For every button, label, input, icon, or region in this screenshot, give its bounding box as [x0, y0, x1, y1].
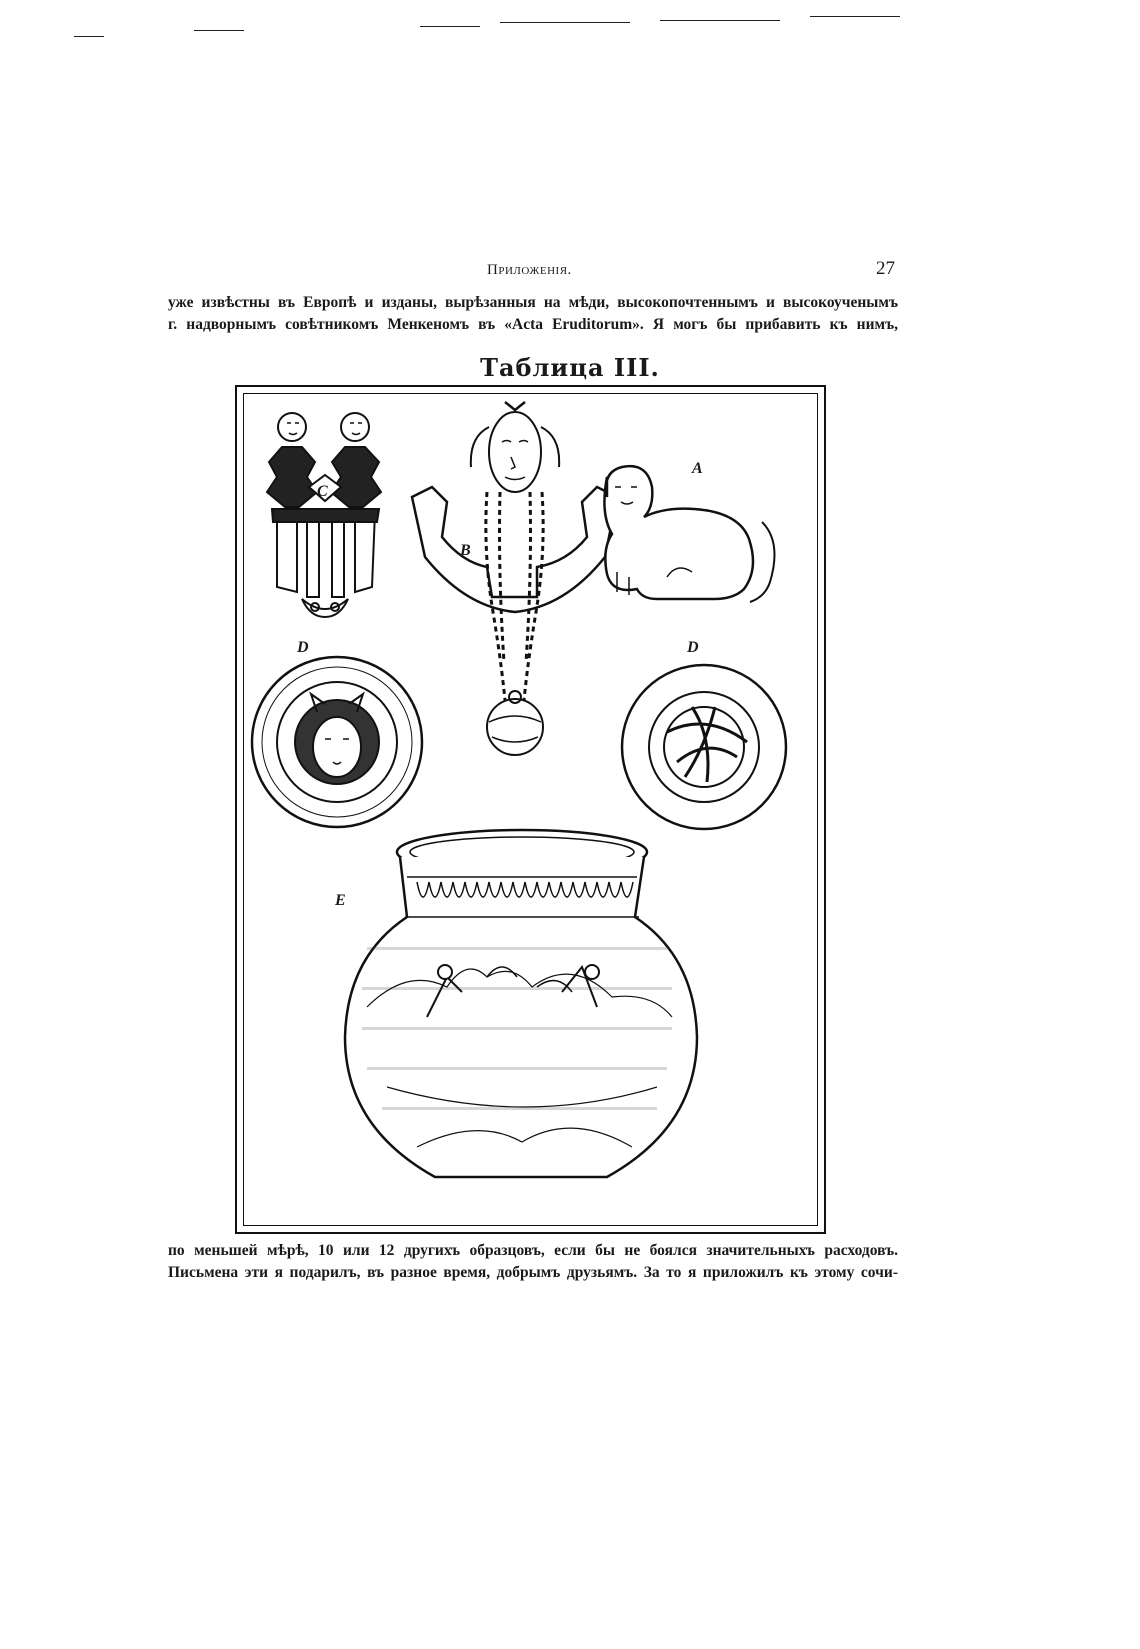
figure-label-d-right: D	[687, 639, 699, 656]
engraving-illustration	[237, 387, 824, 1232]
figure-label-b: B	[460, 542, 471, 559]
figure-label-a: A	[692, 460, 703, 477]
figure-label-d-left: D	[297, 639, 309, 656]
scan-artifact	[810, 16, 900, 17]
text-line: Письмена эти я подарилъ, въ разное время, добрымъ друзьямъ. За то я приложилъ къ этому сочи-	[168, 1264, 898, 1281]
mask-chain-bell	[412, 402, 617, 755]
figure-label-c: C	[317, 483, 328, 500]
face-medallion	[252, 657, 422, 827]
running-head: Приложенія.	[487, 262, 572, 278]
page-number: 27	[876, 258, 895, 279]
scan-artifact	[500, 22, 630, 23]
text-line: уже извѣстны въ Европѣ и изданы, вырѣзанныя на мѣди, высокопочтеннымъ и высокоученымъ	[168, 294, 898, 311]
text-line: по меньшей мѣрѣ, 10 или 12 другихъ образцовъ, если бы не боялся значительныхъ расходовъ.	[168, 1242, 898, 1259]
crouching-feline	[604, 466, 774, 602]
twin-figures-pendant	[267, 413, 381, 617]
scan-artifact	[420, 26, 480, 27]
scan-artifact	[74, 36, 104, 37]
plate-title: Таблица III.	[480, 353, 660, 382]
figure-label-e: E	[335, 892, 346, 909]
paragraph-bottom	[168, 1240, 898, 1284]
text-line: г. надворнымъ совѣтникомъ Менкеномъ въ «Acta Eruditorum». Я могъ бы прибавить къ нимъ,	[168, 316, 898, 333]
engraving-plate	[235, 385, 826, 1234]
scan-artifact	[194, 30, 244, 31]
cross-medallion	[622, 665, 786, 829]
decorated-vase	[345, 830, 697, 1177]
paragraph-top	[168, 292, 898, 336]
scan-artifact	[660, 20, 780, 21]
